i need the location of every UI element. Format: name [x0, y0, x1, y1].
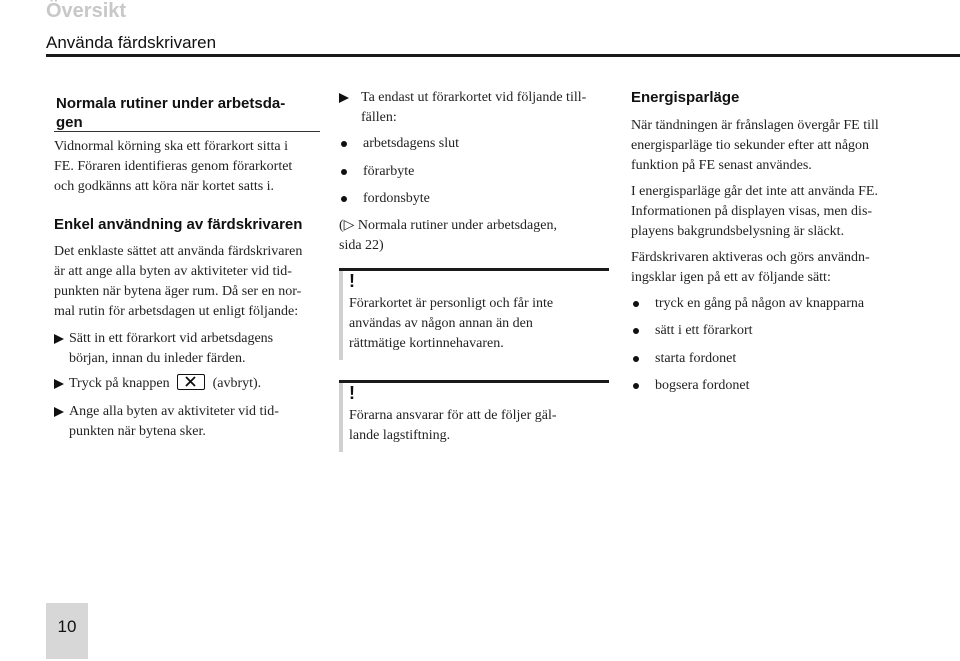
step-arrow-icon [339, 93, 349, 103]
step-arrow-icon [54, 379, 64, 389]
warning-text [349, 294, 553, 354]
text-line: Sätt in ett förarkort vid arbetsdagens [69, 331, 274, 346]
paragraph-energy-3 [631, 248, 916, 288]
warning-rule [339, 380, 609, 383]
header-divider [46, 54, 960, 57]
text-line: Förarkortet är personligt och får inte [349, 296, 554, 311]
bullet-icon [341, 169, 347, 175]
list-item [339, 134, 459, 154]
text-line: fällen: [361, 110, 397, 125]
list-item-label: förarbyte [363, 164, 415, 179]
text-line: är att ange alla byten av aktiviteter vid tid- [54, 264, 292, 279]
step-press-cancel [54, 374, 329, 394]
bullet-icon [633, 356, 639, 362]
paragraph-energy-2 [631, 182, 916, 242]
text-fragment: (avbryt). [212, 376, 262, 391]
list-item [339, 162, 414, 182]
list-item-label: arbetsdagens slut [363, 136, 460, 151]
heading-normal-routines [56, 94, 285, 132]
warning-text [349, 406, 557, 446]
text-line: och godkänns att köra när kortet satts i. [54, 179, 275, 194]
bullet-icon [633, 383, 639, 389]
text-line: lande lagstiftning. [349, 428, 451, 443]
text-line: rättmätige kortinnehavaren. [349, 336, 504, 351]
text-line: början, innan du inleder färden. [69, 351, 246, 366]
heading-line: gen [56, 114, 83, 131]
text-line: När tändningen är frånslagen övergår FE till [631, 118, 879, 133]
text-line: Informationen på displayen visas, men dis- [631, 204, 873, 219]
heading-line: Normala rutiner under arbetsda- [56, 95, 286, 112]
step-remove-card [339, 88, 631, 128]
page-number: 10 [57, 617, 77, 636]
exclamation-icon: ! [349, 271, 355, 291]
cancel-key-icon [177, 374, 205, 390]
text-line: Färdskrivaren aktiveras och görs användn- [631, 250, 870, 265]
list-item-label: bogsera fordonet [655, 378, 750, 393]
step-insert-card [54, 329, 329, 369]
text-line: (▷ Normala rutiner under arbetsdagen, [339, 218, 557, 233]
text-line: energisparläge tio sekunder efter att någon [631, 138, 870, 153]
bullet-icon [633, 328, 639, 334]
exclamation-icon: ! [349, 383, 355, 403]
text-line: Ange alla byten av aktiviteter vid tid- [69, 404, 279, 419]
text-line: Vidnormal körning ska ett förarkort sitta i [54, 139, 288, 154]
warning-rule [339, 268, 609, 271]
text-line: I energisparläge går det inte att använda FE. [631, 184, 878, 199]
warning-card-personal [339, 268, 609, 360]
text-fragment: Tryck på knappen [69, 376, 170, 391]
step-enter-activities [54, 402, 329, 442]
list-item [631, 349, 736, 369]
step-arrow-icon [54, 334, 64, 344]
list-item-label: starta fordonet [655, 351, 737, 366]
text-line: Förarna ansvarar för att de följer gäl- [349, 408, 557, 423]
text-line: ingsklar igen på ett av följande sätt: [631, 270, 831, 285]
warning-bar [339, 380, 343, 452]
text-line: användas av någon annan än den [349, 316, 533, 331]
text-line: playens bakgrundsbelysning är släckt. [631, 224, 845, 239]
text-line: sida 22) [339, 238, 384, 253]
cross-reference-link[interactable] [339, 216, 609, 256]
bullet-icon [341, 141, 347, 147]
step-arrow-icon [54, 407, 64, 417]
bullet-icon [341, 196, 347, 202]
text-line: mal rutin för arbetsdagen ut enligt följande: [54, 304, 299, 319]
paragraph-simple-usage [54, 242, 329, 322]
text-line: Det enklaste sättet att använda färdskrivaren [54, 244, 303, 259]
warning-bar [339, 268, 343, 360]
list-item [339, 189, 430, 209]
heading-underline [54, 131, 320, 132]
text-line: Ta endast ut förarkortet vid följande till- [361, 90, 587, 105]
list-item-label: sätt i ett förarkort [655, 323, 753, 338]
list-item-label: tryck en gång på någon av knapparna [655, 296, 865, 311]
list-item [631, 376, 749, 396]
text-line: punkten när bytena sker. [69, 424, 206, 439]
x-icon [185, 376, 196, 387]
warning-card-legislation [339, 380, 609, 452]
list-item [631, 294, 864, 314]
paragraph-energy-1 [631, 116, 916, 176]
section-title: Använda färdskrivaren [46, 33, 217, 52]
bullet-icon [633, 301, 639, 307]
paragraph-normal-driving [54, 137, 324, 197]
heading-energy-saving: Energisparläge [631, 89, 740, 106]
heading-simple-usage: Enkel användning av färdskrivaren [54, 216, 303, 233]
list-item [631, 321, 753, 341]
text-line: funktion på FE senast användes. [631, 158, 812, 173]
text-line: punkten när bytena äger rum. Då ser en nor- [54, 284, 302, 299]
text-line: FE. Föraren identifieras genom förarkortet [54, 159, 293, 174]
chapter-title: Översikt [46, 0, 127, 22]
list-item-label: fordonsbyte [363, 191, 430, 206]
